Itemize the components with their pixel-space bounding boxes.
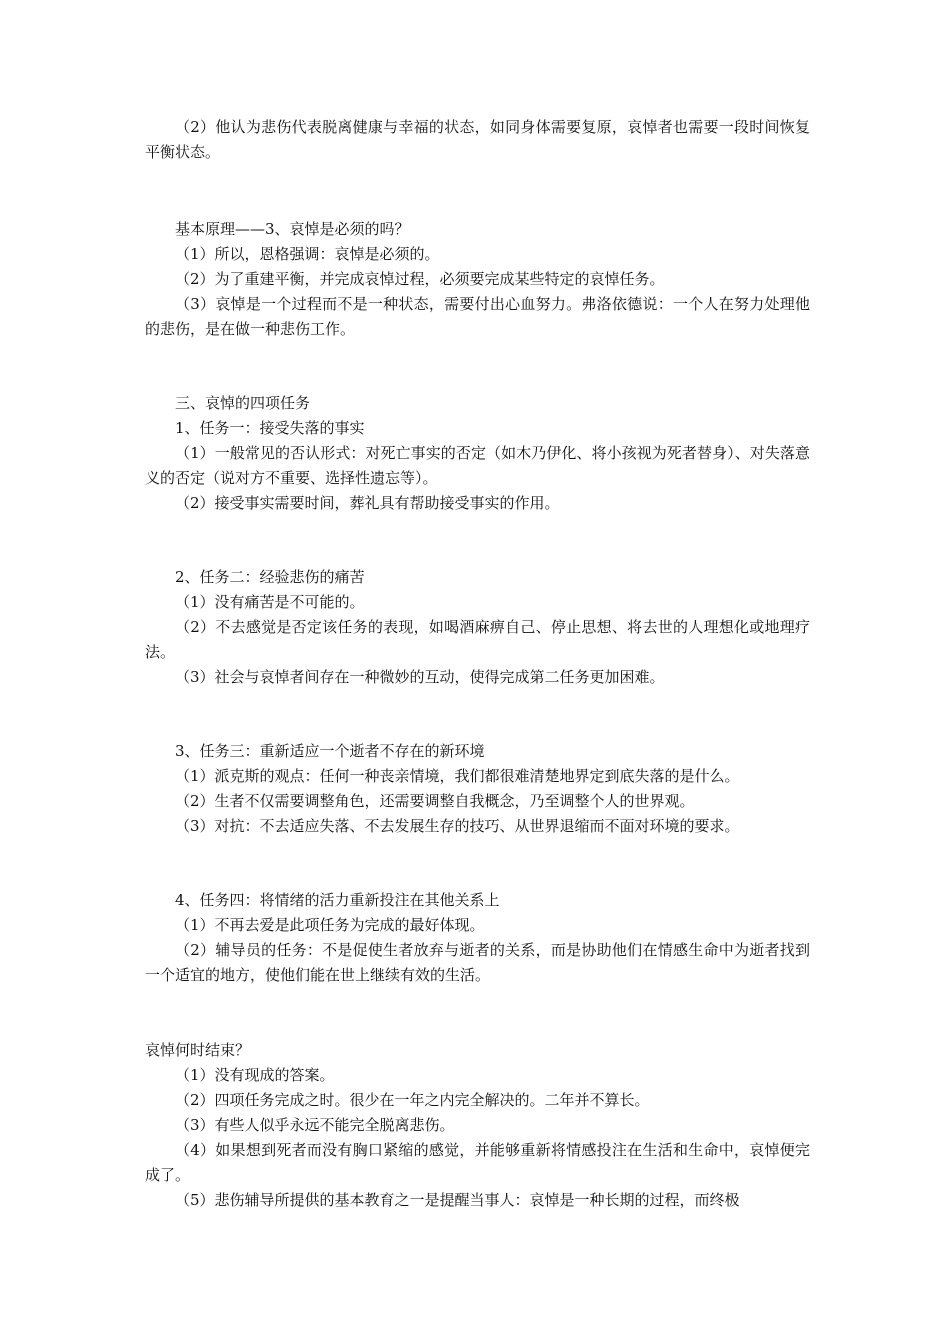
end-item-5: （5）悲伤辅导所提供的基本教育之一是提醒当事人：哀悼是一种长期的过程，而终极 bbox=[175, 1191, 740, 1209]
task-4-title: 4、任务四：将情绪的活力重新投注在其他关系上 bbox=[175, 891, 500, 909]
task-4-item-1: （1）不再去爱是此项任务为完成的最好体现。 bbox=[175, 916, 485, 934]
end-heading: 哀悼何时结束？ bbox=[145, 1041, 251, 1059]
task-3-item-3: （3）对抗：不去适应失落、不去发展生存的技巧、从世界退缩而不面对环境的要求。 bbox=[175, 817, 740, 835]
principle-3-heading: 基本原理——3、哀悼是必须的吗？ bbox=[175, 220, 410, 238]
task-2-item-3: （3）社会与哀悼者间存在一种微妙的互动，使得完成第二任务更加困难。 bbox=[175, 668, 665, 686]
task-2-title: 2、任务二：经验悲伤的痛苦 bbox=[175, 568, 365, 586]
end-item-1: （1）没有现成的答案。 bbox=[175, 1066, 335, 1084]
task-1-title: 1、任务一：接受失落的事实 bbox=[175, 419, 365, 437]
four-tasks-heading: 三、哀悼的四项任务 bbox=[175, 394, 311, 412]
task-2-item-1: （1）没有痛苦是不可能的。 bbox=[175, 593, 365, 611]
paragraph-intro-item-2: （2）他认为悲伤代表脱离健康与幸福的状态，如同身体需要复原，哀悼者也需要一段时间恢复平衡状态。 bbox=[145, 118, 810, 161]
task-1-item-2: （2）接受事实需要时间，葬礼具有帮助接受事实的作用。 bbox=[175, 494, 560, 512]
principle-3-item-1: （1）所以，恩格强调：哀悼是必须的。 bbox=[175, 245, 440, 263]
end-item-3: （3）有些人似乎永远不能完全脱离悲伤。 bbox=[175, 1116, 455, 1134]
task-3-title: 3、任务三：重新适应一个逝者不存在的新环境 bbox=[175, 742, 485, 760]
task-4-item-2: （2）辅导员的任务：不是促使生者放弃与逝者的关系，而是协助他们在情感生命中为逝者找到一个适宜的地方，使他们能在世上继续有效的生活。 bbox=[145, 941, 810, 984]
task-1-item-1: （1）一般常见的否认形式：对死亡事实的否定（如木乃伊化、将小孩视为死者替身）、对失落意义的否定（说对方不重要、选择性遗忘等）。 bbox=[145, 444, 810, 487]
end-item-4: （4）如果想到死者而没有胸口紧缩的感觉，并能够重新将情感投注在生活和生命中，哀悼便完成了。 bbox=[145, 1141, 810, 1184]
principle-3-item-3: （3）哀悼是一个过程而不是一种状态，需要付出心血努力。弗洛依德说：一个人在努力处理他的悲伤，是在做一种悲伤工作。 bbox=[145, 295, 810, 338]
task-3-item-1: （1）派克斯的观点：任何一种丧亲情境，我们都很难清楚地界定到底失落的是什么。 bbox=[175, 767, 740, 785]
task-3-item-2: （2）生者不仅需要调整角色，还需要调整自我概念，乃至调整个人的世界观。 bbox=[175, 792, 695, 810]
principle-3-item-2: （2）为了重建平衡，并完成哀悼过程，必须要完成某些特定的哀悼任务。 bbox=[175, 270, 665, 288]
task-2-item-2: （2）不去感觉是否定该任务的表现，如喝酒麻痹自己、停止思想、将去世的人理想化或地理疗法。 bbox=[145, 618, 810, 661]
end-item-2: （2）四项任务完成之时。很少在一年之内完全解决的。二年并不算长。 bbox=[175, 1091, 650, 1109]
